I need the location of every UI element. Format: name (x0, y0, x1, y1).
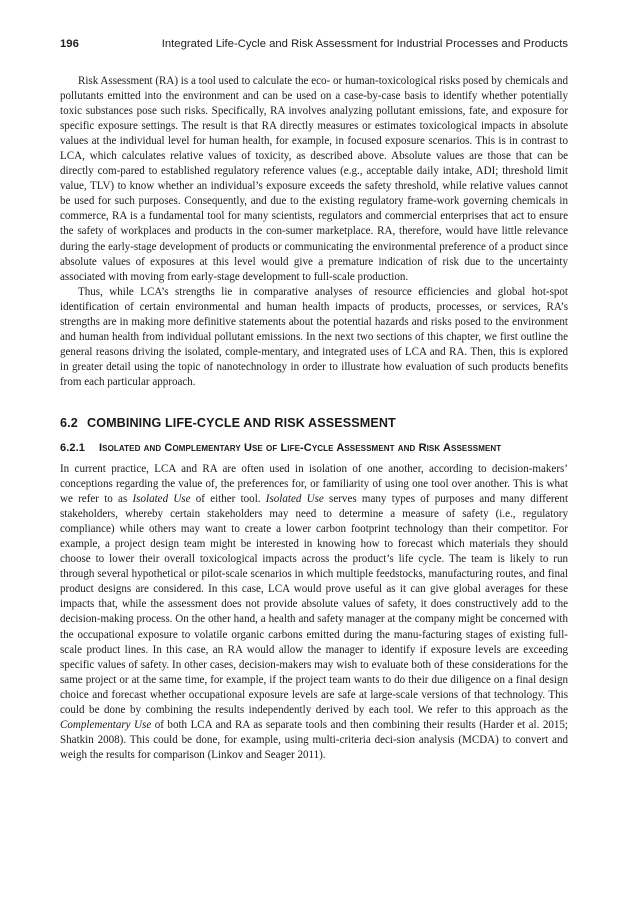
running-title: Integrated Life-Cycle and Risk Assessment for Industrial Processes and Products (161, 38, 568, 50)
subsection-number: 6.2.1 (60, 441, 85, 454)
subsection-heading (60, 442, 568, 454)
subsection-title: Isolated and Complementary Use of Life-Cycle Assessment and Risk Assessment (99, 441, 502, 454)
paragraph-text: serves many types of purposes and many different stakeholders, whereby certain stakeholders may need to determine a measure of safety (i.e., regulatory compliance) while others may want to create a lower carbon footprint technology than their competitor. For example, a project design team might be interested in knowing how to forecast which materials they should choose to lower their overall toxicological impacts across the product’s life cycle. The team is likely to run through several hypothetical or pilot-scale scenarios in which multiple feedstocks, manufacturing routes, and final product designs are considered. In this case, LCA would prove useful as it can give global averages for these impacts that, while the assessment does not provide absolute values of safety, it does constructively add to the decision-making process. On the other hand, a health and safety manager at the company might be concerned with the occupational exposure to volatile organic carbons emitted during the manu-facturing stages of existing full-scale product lines. In this case, an RA would allow the manager to identify if exposure levels are exceeding specific values of safety. In other cases, decision-makers may wish to evaluate both of these considerations for the same project or at the same time, for example, if the project team wants to do their due diligence on a final design choice and forecast whether occupational exposure levels are safe at large-scale versions of that technology. This could be done by combining the results independently derived by each tool. We refer to this approach as the (60, 493, 569, 716)
paragraph-text: of both LCA and RA as separate tools and then combining their results (Harder et al. 2015; Shatkin 2008). This could be done, for example, using multi-criteria deci-sion analysis (MCDA) to convert and weigh the results for comparison (Linkov and Seager 2011). (60, 718, 568, 761)
page-number: 196 (60, 38, 79, 50)
section-heading (60, 416, 568, 430)
emphasis-complementary-use: Complementary Use (60, 718, 152, 731)
page (60, 38, 568, 763)
paragraph-strengths: Thus, while LCA’s strengths lie in comparative analyses of resource efficiencies and global hot-spot identification of certain environmental and human health impacts of products, processes, or services, RA’s strengths are in making more definitive statements about the potential hazards and risks posed to the environment and human health from individual pollutant emissions. In the next two sections of this chapter, we first outline the general reasons driving the isolated, comple-mentary, and integrated uses of LCA and RA. Then, this is explored in greater detail using the topic of nanotechnology in order to illustrate how evaluation of such products benefits from each particular approach. (60, 285, 568, 388)
emphasis-isolated-use: Isolated Use (265, 493, 324, 506)
section-title: COMBINING LIFE-CYCLE AND RISK ASSESSMENT (87, 415, 396, 430)
section-number: 6.2 (60, 415, 78, 430)
paragraph-text: of either tool. (190, 493, 266, 506)
paragraph-risk-assessment: Risk Assessment (RA) is a tool used to calculate the eco- or human-toxicological risks posed by chemicals and pollutants emitted into the environment and can be used on a case-by-case basis to identify whether potentially toxic substances pose such risks. Specifically, RA involves analyzing pollutant emissions, fate, and exposure for specific exposure settings. The result is that RA directly measures or estimates toxicological impacts in absolute values at the individual level for human health, for example, in focused exposure scenarios. This is in contrast to LCA, which calculates relative values of toxicity, as described above. Absolute values are those that can be directly com-pared to established regulatory reference values (e.g., acceptable daily intake, ADI; threshold limit value, TLV) to know whether an individual’s exposure exceeds the safety threshold, while relative values cannot be used for such purposes. Consequently, and due to the existing regulatory frame-work governing chemicals in commerce, RA is a fundamental tool for many scientists, regulators and commercial enterprises that act to ensure the safety of workplaces and products in the con-sumer marketplace. RA, therefore, would have little relevance during the early-stage development of products or communicating the environmental preference of a product since absolute values of exposures at this level would give a premature indication of risk due to the uncertainty associated with moving from early-stage development to full-scale production. (60, 75, 568, 283)
paragraph-current-practice (60, 462, 568, 763)
paragraph-text: In current practice, LCA and RA are often used in isolation of one another, according to decision-makers’ conceptions regarding the value of, the preferences for, or familiarity of using one tool over another. This is what we refer to as (60, 462, 568, 506)
emphasis-isolated-use: Isolated Use (132, 493, 191, 506)
running-header (60, 38, 568, 50)
